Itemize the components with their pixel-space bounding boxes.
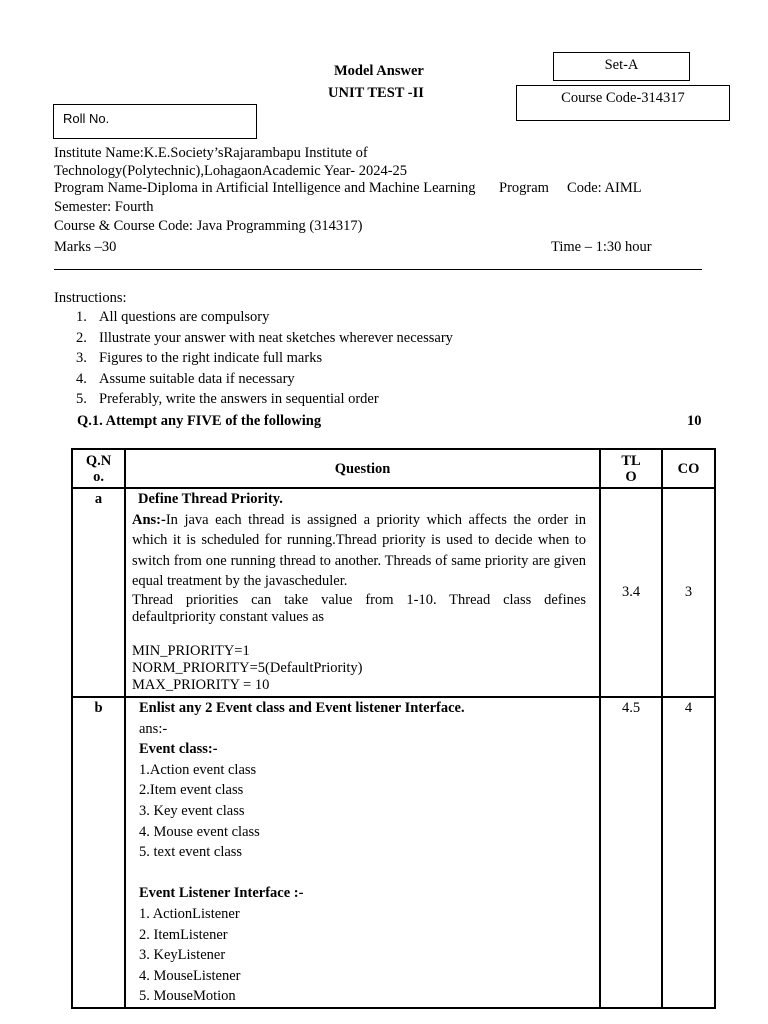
header-question: Question	[125, 449, 600, 488]
row-b-co: 4	[662, 697, 715, 1008]
set-label: Set-A	[604, 57, 639, 73]
header-qno: Q.No.	[72, 449, 125, 488]
row-b-question	[125, 697, 600, 1008]
program-code: Program Code: AIML	[499, 180, 642, 196]
row-a-question	[125, 488, 600, 697]
row-a-constant: MAX_PRIORITY = 10	[132, 676, 270, 693]
table-row	[72, 697, 715, 1008]
instruction-item: 5. Preferably, write the answers in sequential order	[76, 391, 379, 408]
header-tlo: TLO	[600, 449, 662, 488]
instruction-item: 3. Figures to the right indicate full marks	[76, 350, 323, 367]
course-code-box	[516, 85, 730, 121]
doc-subtitle: UNIT TEST -II	[328, 85, 424, 101]
row-b-qno: b	[72, 697, 125, 1008]
row-a-title: Define Thread Priority.	[138, 491, 283, 507]
institute-line-2: Technology(Polytechnic),LohagaonAcademic Year- 2024-25	[54, 163, 408, 179]
event-class-item: 5. text event class	[139, 844, 243, 861]
instruction-item: 1. All questions are compulsory	[76, 309, 270, 325]
q1-marks: 10	[687, 413, 702, 429]
listener-item: 4. MouseListener	[139, 967, 241, 984]
listener-heading: Event Listener Interface :-	[139, 885, 304, 902]
row-a-qno: a	[72, 488, 125, 697]
listener-item: 1. ActionListener	[139, 905, 240, 922]
instructions-list	[54, 307, 453, 410]
row-b-title: Enlist any 2 Event class and Event listener Interface.	[139, 700, 465, 716]
doc-title: Model Answer	[334, 63, 424, 79]
header-co: CO	[662, 449, 715, 488]
row-a-tlo: 3.4	[600, 488, 662, 697]
course: Course & Course Code: Java Programming (314317)	[54, 218, 363, 234]
listener-item: 2. ItemListener	[139, 926, 228, 943]
roll-no-label: Roll No.	[63, 111, 110, 126]
row-a-co: 3	[662, 488, 715, 697]
time: Time – 1:30 hour	[551, 239, 652, 255]
question-table	[71, 448, 716, 1009]
row-b-ans: ans:-	[139, 720, 168, 737]
instruction-item: 4. Assume suitable data if necessary	[76, 370, 295, 387]
instruction-item: 2. Illustrate your answer with neat sketches wherever necessary	[76, 329, 453, 346]
event-class-item: 3. Key event class	[139, 802, 245, 819]
roll-no-box	[53, 104, 257, 139]
divider	[54, 269, 702, 270]
table-header-row	[72, 449, 715, 488]
event-class-item: 2.Item event class	[139, 782, 244, 799]
marks: Marks –30	[54, 239, 117, 255]
table-row	[72, 488, 715, 697]
set-box	[553, 52, 690, 81]
row-b-tlo: 4.5	[600, 697, 662, 1008]
program-name: Program Name-Diploma in Artificial Intelligence and Machine Learning	[54, 180, 476, 196]
listener-item: 5. MouseMotion	[139, 988, 236, 1005]
event-class-item: 4. Mouse event class	[139, 823, 260, 840]
event-class-item: 1.Action event class	[139, 761, 257, 778]
semester: Semester: Fourth	[54, 199, 154, 215]
row-a-constant: MIN_PRIORITY=1	[132, 642, 250, 659]
listener-item: 3. KeyListener	[139, 947, 226, 964]
course-code-label: Course Code-314317	[561, 90, 685, 106]
instructions-heading: Instructions:	[54, 290, 127, 306]
q1-heading: Q.1. Attempt any FIVE of the following	[77, 413, 322, 429]
institute-line-1: Institute Name:K.E.Society’sRajarambapu Institute of	[54, 145, 368, 161]
row-a-constant: NORM_PRIORITY=5(DefaultPriority)	[132, 659, 363, 676]
row-a-para1: Ans:-In java each thread is assigned a priority which affects the order in which it is scheduled for running.Thread priority is used to decide when to switch from one running thread to another. Threads of same priority are given equal treatment by the javascheduler.	[132, 511, 586, 590]
row-a-para2: Thread priorities can take value from 1-10. Thread class defines defaultpriority constant values as	[132, 591, 586, 625]
event-class-heading: Event class:-	[139, 741, 218, 758]
